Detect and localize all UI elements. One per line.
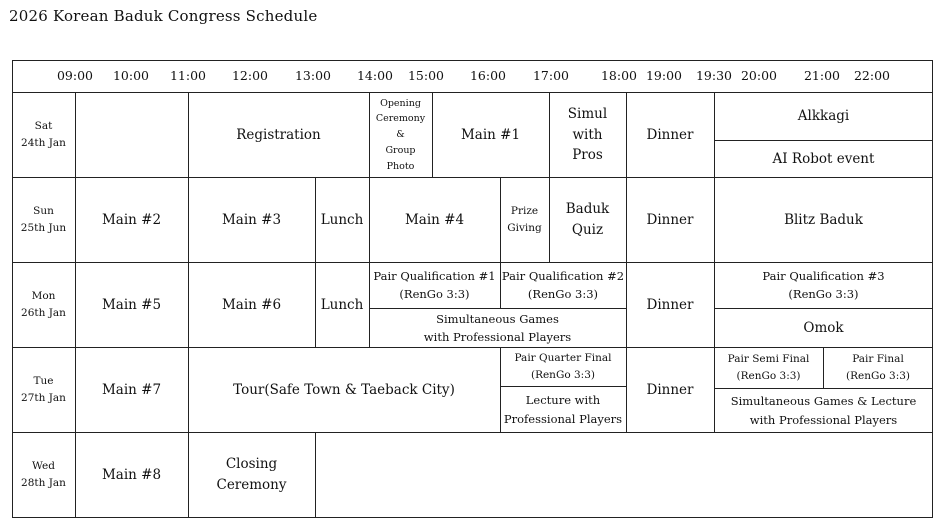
event-main-4: Main #4	[404, 211, 465, 228]
event-dinner: Dinner	[646, 211, 694, 228]
time-label: 14:00	[356, 68, 394, 83]
day-label-mon: Mon 26th Jan	[21, 290, 66, 319]
event-dinner: Dinner	[646, 381, 694, 398]
event-blitz-baduk: Blitz Baduk	[784, 211, 863, 228]
time-label: 20:00	[740, 68, 778, 83]
time-label: 13:00	[294, 68, 332, 83]
table-border	[12, 60, 933, 61]
time-label: 12:00	[231, 68, 269, 83]
time-label: 10:00	[112, 68, 150, 83]
cell-divider	[315, 432, 316, 518]
event-prize-giving: Prize Giving	[507, 205, 542, 234]
time-label: 17:00	[532, 68, 570, 83]
event-dinner: Dinner	[646, 126, 694, 143]
time-label: 21:00	[803, 68, 841, 83]
event-main-1: Main #1	[460, 126, 521, 143]
time-label: 18:00	[600, 68, 638, 83]
event-simultaneous-games: Simultaneous Games with Professional Players	[423, 311, 572, 344]
event-opening-ceremony: Opening Ceremony & Group Photo	[375, 97, 426, 172]
day-label-sat: Sat 24th Jan	[21, 120, 66, 149]
day-label-sun: Sun 25th Jun	[20, 205, 67, 234]
event-pair-qualification-2: Pair Qualification #2 (RenGo 3:3)	[501, 268, 625, 301]
event-pair-qualification-3: Pair Qualification #3 (RenGo 3:3)	[762, 268, 885, 301]
event-ai-robot: AI Robot event	[772, 150, 875, 167]
event-lunch: Lunch	[320, 211, 364, 228]
event-lecture: Lecture with Professional Players	[503, 393, 623, 426]
event-closing-ceremony: Closing Ceremony	[216, 456, 287, 493]
page-title: 2026 Korean Baduk Congress Schedule	[9, 7, 318, 25]
event-main-8: Main #8	[101, 466, 162, 483]
event-registration: Registration	[236, 126, 321, 143]
event-baduk-quiz: Baduk Quiz	[565, 201, 610, 238]
time-label: 22:00	[853, 68, 891, 83]
event-dinner: Dinner	[646, 296, 694, 313]
time-label: 09:00	[56, 68, 94, 83]
event-tour: Tour(Safe Town & Taeback City)	[233, 381, 455, 398]
event-main-3: Main #3	[221, 211, 282, 228]
event-simultaneous-games-lecture: Simultaneous Games & Lecture with Professional Players	[730, 394, 917, 427]
day-label-wed: Wed 28th Jan	[21, 460, 66, 489]
event-main-2: Main #2	[101, 211, 162, 228]
event-alkkagi: Alkkagi	[797, 107, 850, 124]
event-lunch: Lunch	[320, 296, 364, 313]
event-main-7: Main #7	[101, 381, 162, 398]
event-pair-semi-final: Pair Semi Final (RenGo 3:3)	[727, 352, 810, 382]
event-pair-quarter-final: Pair Quarter Final (RenGo 3:3)	[514, 351, 612, 381]
time-label: 15:00	[407, 68, 445, 83]
time-label: 19:30	[695, 68, 733, 83]
event-simul-with-pros: Simul with Pros	[567, 105, 608, 164]
time-label: 16:00	[469, 68, 507, 83]
event-pair-qualification-1: Pair Qualification #1 (RenGo 3:3)	[373, 268, 496, 301]
time-label: 11:00	[169, 68, 207, 83]
event-main-5: Main #5	[101, 296, 162, 313]
time-label: 19:00	[645, 68, 683, 83]
event-main-6: Main #6	[221, 296, 282, 313]
event-omok: Omok	[803, 319, 844, 336]
event-pair-final: Pair Final (RenGo 3:3)	[845, 352, 911, 382]
day-label-tue: Tue 27th Jan	[21, 375, 66, 404]
